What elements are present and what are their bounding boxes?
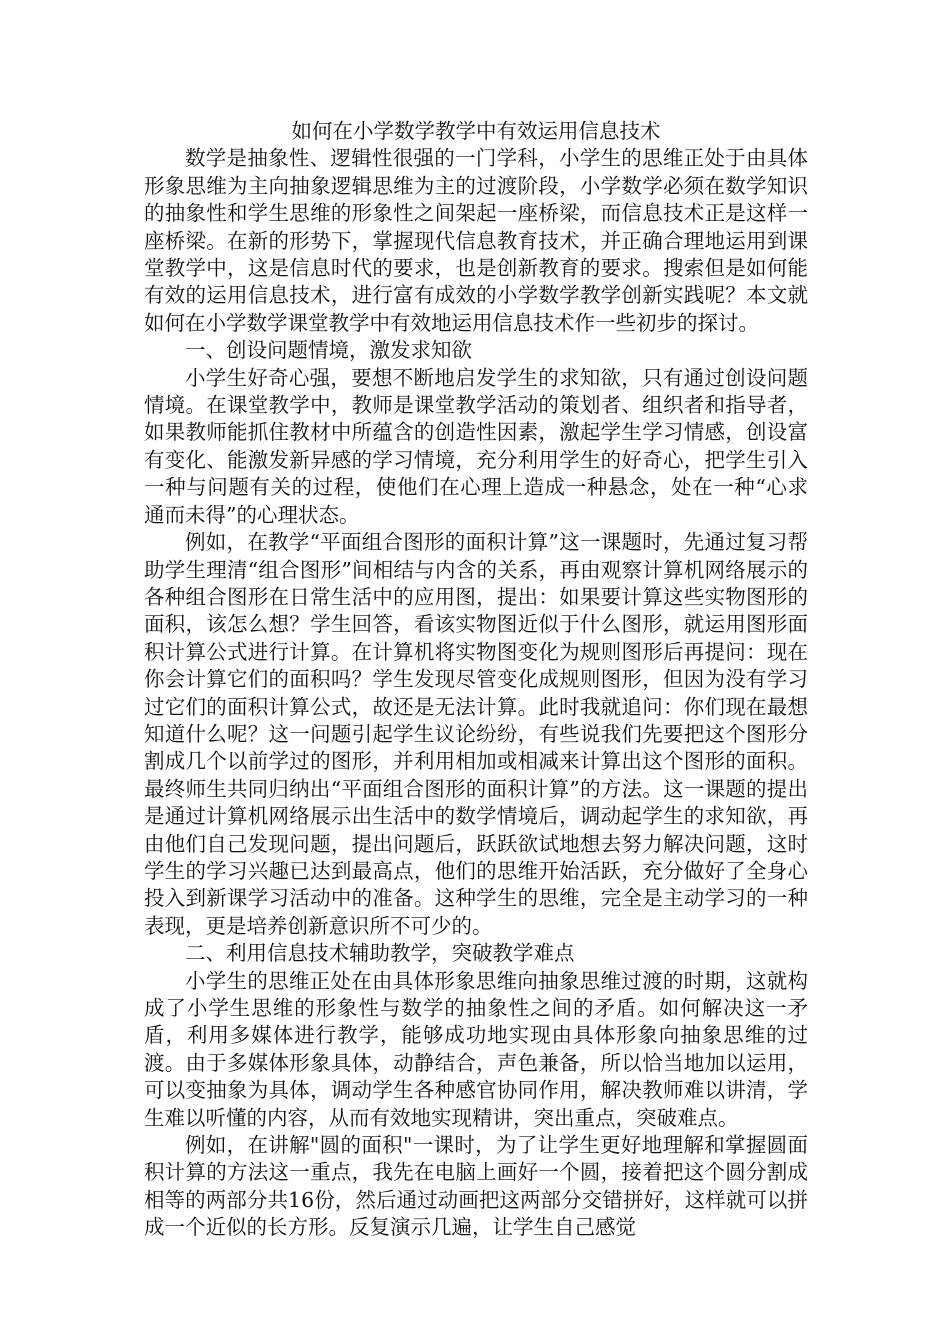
section-1-paragraph-1: 小学生好奇心强，要想不断地启发学生的求知欲，只有通过创设问题情境。在课堂教学中，教师是课堂教学活动的策划者、组织者和指导者，如果教师能抓住教材中所蕴含的创造性因素，激起学生学习情感，创设富有变化、能激发新异感的学习情境，充分利用学生的好奇心，把学生引入一种与问题有关的过程，使他们在心理上造成一种悬念，处在一种“心求通而未得”的心理状态。	[144, 365, 808, 527]
section-2-paragraph-2: 例如，在讲解"圆的面积"一课时，为了让学生更好地理解和掌握圆面积计算的方法这一重点，我先在电脑上画好一个圆，接着把这个圆分割成相等的两部分共16份，然后通过动画把这两部分交错拼好，这样就可以拼成一个近似的长方形。反复演示几遍，让学生自己感觉	[144, 1133, 808, 1240]
section-1-paragraph-2: 例如，在教学“平面组合图形的面积计算”这一课题时，先通过复习帮助学生理清“组合图形”间相结与内含的关系，再由观察计算机网络展示的各种组合图形在日常生活中的应用图，提出：如果要计算这些实物图形的面积，该怎么想？学生回答，看该实物图近似于什么图形，就运用图形面积计算公式进行计算。在计算机将实物图变化为规则图形后再提问：现在你会计算它们的面积吗？学生发现尽管变化成规则图形，但因为没有学习过它们的面积计算公式，故还是无法计算。此时我就追问：你们现在最想知道什么呢？这一问题引起学生议论纷纷，有些说我们先要把这个图形分割成几个以前学过的图形，并利用相加或相减来计算出这个图形的面积。最终师生共同归纳出“平面组合图形的面积计算”的方法。这一课题的提出是通过计算机网络展示出生活中的数学情境后，调动起学生的求知欲，再由他们自己发现问题，提出问题后，跃跃欲试地想去努力解决问题，这时学生的学习兴趣已达到最高点，他们的思维开始活跃，充分做好了全身心投入到新课学习活动中的准备。这种学生的思维，完全是主动学习的一种表现，更是培养创新意识所不可少的。	[144, 530, 808, 938]
section-2-paragraph-1: 小学生的思维正处在由具体形象思维向抽象思维过渡的时期，这就构成了小学生思维的形象性与数学的抽象性之间的矛盾。如何解决这一矛盾，利用多媒体进行教学，能够成功地实现由具体形象向抽象思维的过渡。由于多媒体形象具体，动静结合，声色兼备，所以恰当地加以运用，可以变抽象为具体，调动学生各种感官协同作用，解决教师难以讲清，学生难以听懂的内容，从而有效地实现精讲，突出重点，突破难点。	[144, 968, 808, 1130]
intro-paragraph: 数学是抽象性、逻辑性很强的一门学科，小学生的思维正处于由具体形象思维为主向抽象逻辑思维为主的过渡阶段，小学数学必须在数学知识的抽象性和学生思维的形象性之间架起一座桥梁，而信息技术正是这样一座桥梁。在新的形势下，掌握现代信息教育技术，并正确合理地运用到课堂教学中，这是信息时代的要求，也是创新教育的要求。搜索但是如何能有效的运用信息技术，进行富有成效的小学数学教学创新实践呢？本文就如何在小学数学课堂教学中有效地运用信息技术作一些初步的探讨。	[144, 146, 808, 335]
section-2-heading: 二、利用信息技术辅助教学，突破教学难点	[185, 941, 575, 966]
document-title: 如何在小学数学教学中有效运用信息技术	[291, 119, 661, 143]
document-body	[144, 118, 808, 1242]
section-1-heading: 一、创设问题情境，激发求知欲	[185, 338, 472, 363]
